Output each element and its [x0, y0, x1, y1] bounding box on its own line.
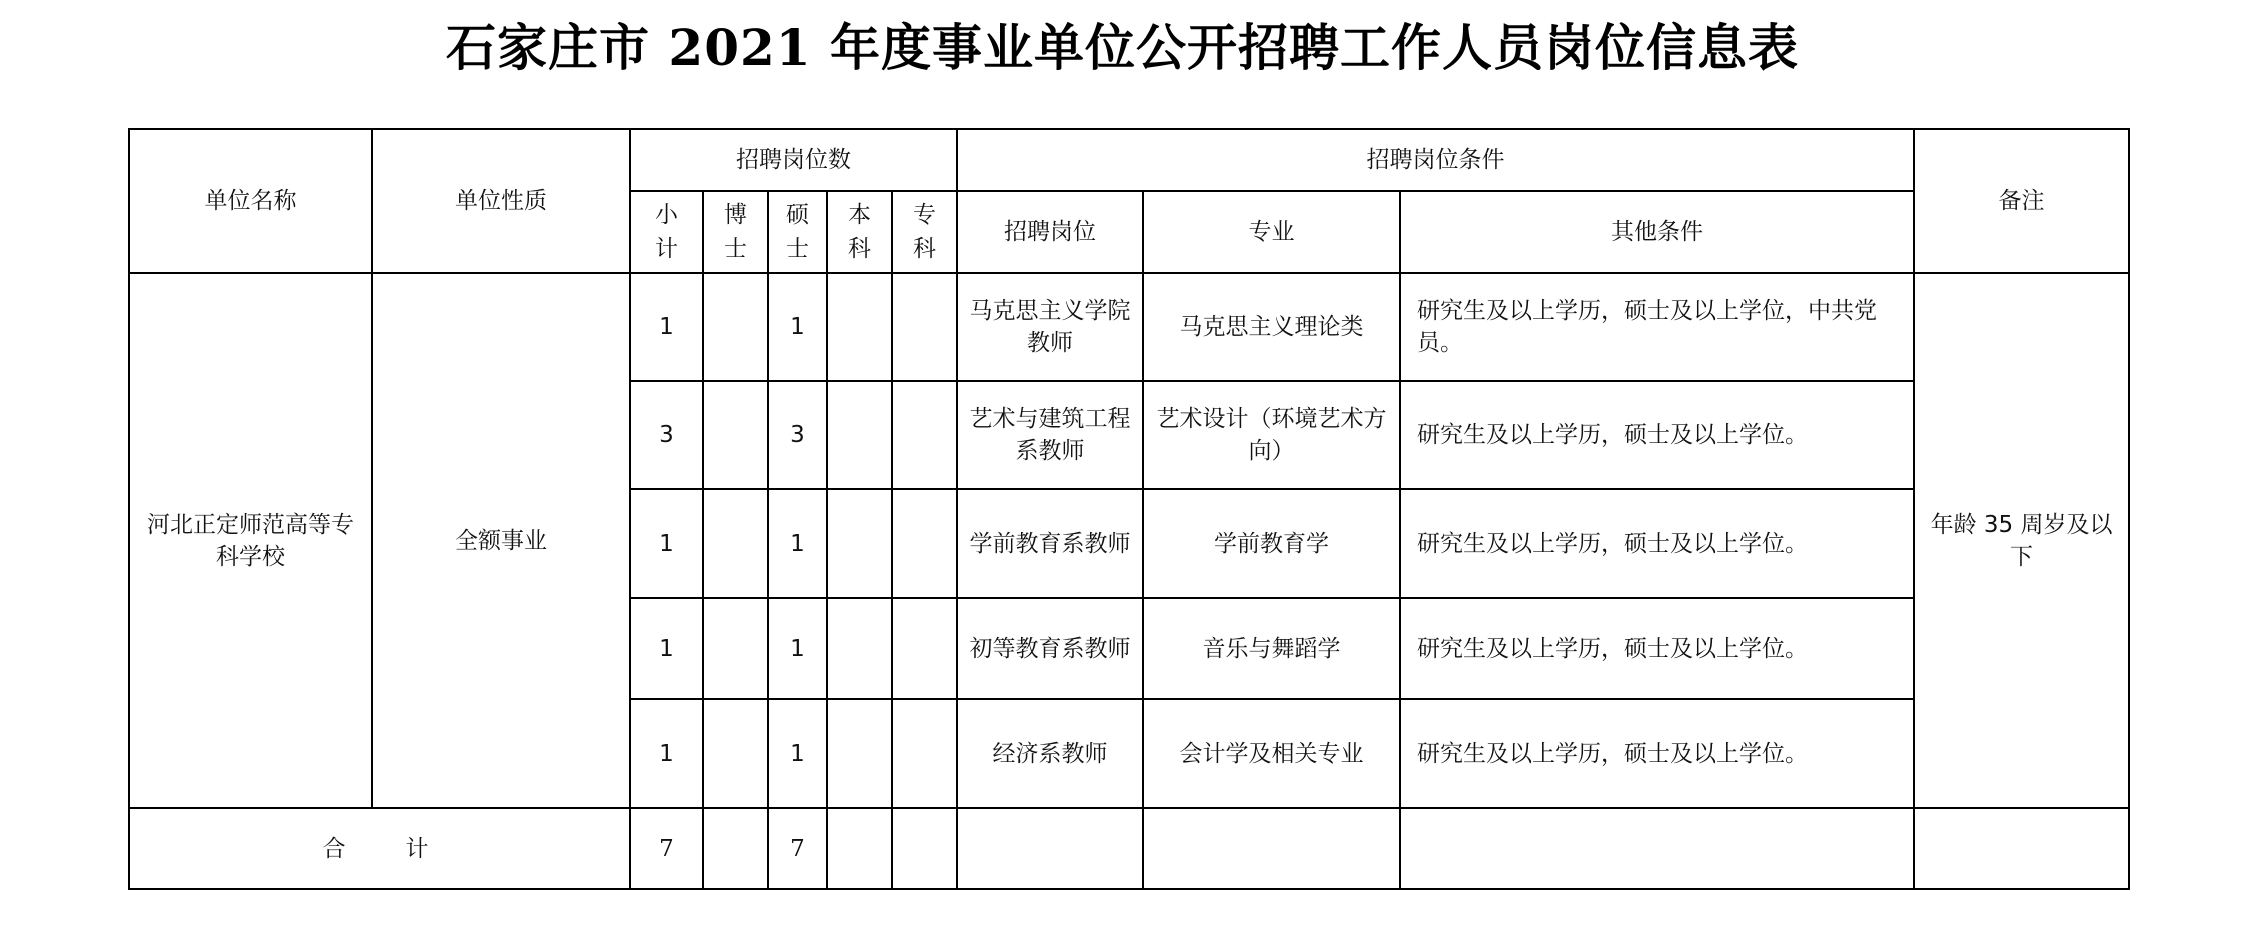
- page-title: 石家庄市 2021 年度事业单位公开招聘工作人员岗位信息表: [446, 18, 1799, 77]
- unit-name-cell: 河北正定师范高等专科学校: [129, 273, 372, 808]
- cell-position: 艺术与建筑工程系教师: [957, 381, 1143, 489]
- total-other-conditions: [1400, 808, 1914, 889]
- cell-major: 艺术设计（环境艺术方向）: [1143, 381, 1400, 489]
- header-subtotal: 小计: [630, 191, 703, 273]
- header-bachelor: 本科: [827, 191, 892, 273]
- cell-doctor: [703, 598, 768, 699]
- cell-position: 经济系教师: [957, 699, 1143, 808]
- header-other-conditions: 其他条件: [1400, 191, 1914, 273]
- cell-major: 会计学及相关专业: [1143, 699, 1400, 808]
- total-major: [1143, 808, 1400, 889]
- cell-doctor: [703, 273, 768, 381]
- cell-master: 1: [768, 489, 827, 598]
- cell-other-conditions: 研究生及以上学历，硕士及以上学位。: [1400, 489, 1914, 598]
- cell-master: 1: [768, 699, 827, 808]
- header-unit-name: 单位名称: [129, 129, 372, 273]
- cell-other-conditions: 研究生及以上学历，硕士及以上学位，中共党员。: [1400, 273, 1914, 381]
- cell-position: 马克思主义学院教师: [957, 273, 1143, 381]
- cell-bachelor: [827, 381, 892, 489]
- total-subtotal: 7: [630, 808, 703, 889]
- cell-other-conditions: 研究生及以上学历，硕士及以上学位。: [1400, 699, 1914, 808]
- remarks-cell: 年龄 35 周岁及以下: [1914, 273, 2129, 808]
- cell-major: 学前教育学: [1143, 489, 1400, 598]
- total-label: 合计: [129, 808, 630, 889]
- total-master: 7: [768, 808, 827, 889]
- cell-bachelor: [827, 273, 892, 381]
- cell-subtotal: 3: [630, 381, 703, 489]
- total-doctor: [703, 808, 768, 889]
- total-position: [957, 808, 1143, 889]
- cell-college: [892, 699, 957, 808]
- table-row: [129, 273, 2129, 381]
- cell-subtotal: 1: [630, 273, 703, 381]
- cell-position: 初等教育系教师: [957, 598, 1143, 699]
- cell-subtotal: 1: [630, 699, 703, 808]
- header-unit-nature: 单位性质: [372, 129, 630, 273]
- cell-bachelor: [827, 598, 892, 699]
- position-info-table: [128, 128, 2130, 890]
- cell-other-conditions: 研究生及以上学历，硕士及以上学位。: [1400, 598, 1914, 699]
- cell-college: [892, 381, 957, 489]
- cell-college: [892, 598, 957, 699]
- total-bachelor: [827, 808, 892, 889]
- cell-major: 音乐与舞蹈学: [1143, 598, 1400, 699]
- cell-bachelor: [827, 489, 892, 598]
- cell-college: [892, 273, 957, 381]
- header-remarks: 备注: [1914, 129, 2129, 273]
- unit-nature-cell: 全额事业: [372, 273, 630, 808]
- cell-master: 1: [768, 598, 827, 699]
- header-position-count: 招聘岗位数: [630, 129, 957, 191]
- cell-master: 3: [768, 381, 827, 489]
- header-row-1: [129, 129, 2129, 191]
- total-remarks: [1914, 808, 2129, 889]
- header-college: 专科: [892, 191, 957, 273]
- header-position: 招聘岗位: [957, 191, 1143, 273]
- header-major: 专业: [1143, 191, 1400, 273]
- header-doctor: 博士: [703, 191, 768, 273]
- total-row: [129, 808, 2129, 889]
- cell-bachelor: [827, 699, 892, 808]
- cell-subtotal: 1: [630, 489, 703, 598]
- cell-master: 1: [768, 273, 827, 381]
- cell-position: 学前教育系教师: [957, 489, 1143, 598]
- total-college: [892, 808, 957, 889]
- cell-doctor: [703, 699, 768, 808]
- cell-major: 马克思主义理论类: [1143, 273, 1400, 381]
- cell-other-conditions: 研究生及以上学历，硕士及以上学位。: [1400, 381, 1914, 489]
- header-position-conditions: 招聘岗位条件: [957, 129, 1914, 191]
- cell-doctor: [703, 381, 768, 489]
- header-master: 硕士: [768, 191, 827, 273]
- cell-subtotal: 1: [630, 598, 703, 699]
- cell-doctor: [703, 489, 768, 598]
- cell-college: [892, 489, 957, 598]
